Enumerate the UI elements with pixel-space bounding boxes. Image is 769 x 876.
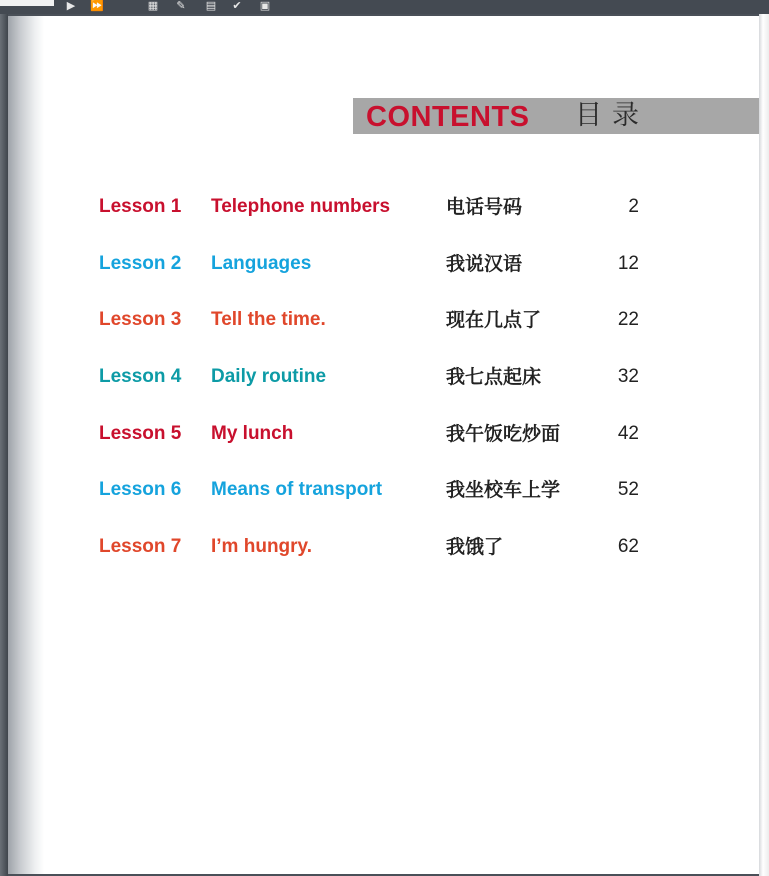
lesson-title: Tell the time. (211, 309, 326, 330)
lesson-title-cn: 我坐校车上学 (446, 479, 561, 501)
lesson-page-number: 32 (617, 366, 639, 387)
lesson-title: Telephone numbers (211, 196, 391, 217)
contents-header-bar (353, 98, 759, 134)
page-edge (759, 14, 769, 876)
toc-row-lesson-4[interactable] (8, 364, 759, 390)
lesson-number: Lesson 4 (99, 366, 182, 387)
lesson-title-cn: 我饿了 (446, 536, 504, 558)
lesson-page-number: 52 (617, 479, 639, 500)
contents-title-cn: 目录 (575, 100, 649, 131)
lesson-number: Lesson 3 (99, 309, 182, 330)
lesson-title: Means of transport (211, 479, 383, 500)
lesson-title: Daily routine (211, 366, 327, 387)
lesson-title-cn: 我说汉语 (446, 253, 523, 275)
lesson-number: Lesson 5 (99, 423, 182, 444)
lesson-page-number: 22 (617, 309, 639, 330)
toc-row-lesson-1[interactable] (8, 194, 759, 220)
toc-row-lesson-5[interactable] (8, 421, 759, 447)
fast-forward-icon[interactable]: ⏩ (90, 0, 104, 12)
contents-title: CONTENTS (366, 101, 530, 133)
lesson-number: Lesson 6 (99, 479, 182, 500)
print-icon[interactable]: ▣ (259, 0, 271, 12)
toc-row-lesson-2[interactable] (8, 251, 759, 277)
toc-row-lesson-3[interactable] (8, 307, 759, 333)
lesson-title-cn: 我七点起床 (446, 366, 542, 388)
lesson-page-number: 2 (628, 196, 639, 217)
viewer-toolbar (0, 0, 769, 14)
lesson-page-number: 12 (617, 253, 639, 274)
thumbnails-icon[interactable]: ▦ (147, 0, 159, 12)
lesson-title: I’m hungry. (211, 536, 312, 557)
book-page (8, 16, 759, 874)
toc-row-lesson-6[interactable] (8, 477, 759, 503)
lesson-page-number: 62 (617, 536, 639, 557)
lesson-number: Lesson 1 (99, 196, 182, 217)
page-frame (0, 14, 8, 876)
lesson-title-cn: 现在几点了 (446, 309, 542, 331)
lesson-number: Lesson 2 (99, 253, 182, 274)
toolbar-tab[interactable] (0, 0, 54, 6)
lesson-page-number: 42 (617, 423, 639, 444)
toc-row-lesson-7[interactable] (8, 534, 759, 560)
play-icon[interactable]: ▶ (66, 0, 76, 12)
check-icon[interactable]: ✔ (232, 0, 242, 12)
document-icon[interactable]: ▤ (205, 0, 217, 12)
lesson-title: My lunch (211, 423, 294, 444)
lesson-number: Lesson 7 (99, 536, 182, 557)
lesson-title: Languages (211, 253, 312, 274)
lesson-title-cn: 电话号码 (446, 196, 523, 218)
pen-icon[interactable]: ✎ (176, 0, 186, 12)
lesson-title-cn: 我午饭吃炒面 (446, 423, 561, 445)
